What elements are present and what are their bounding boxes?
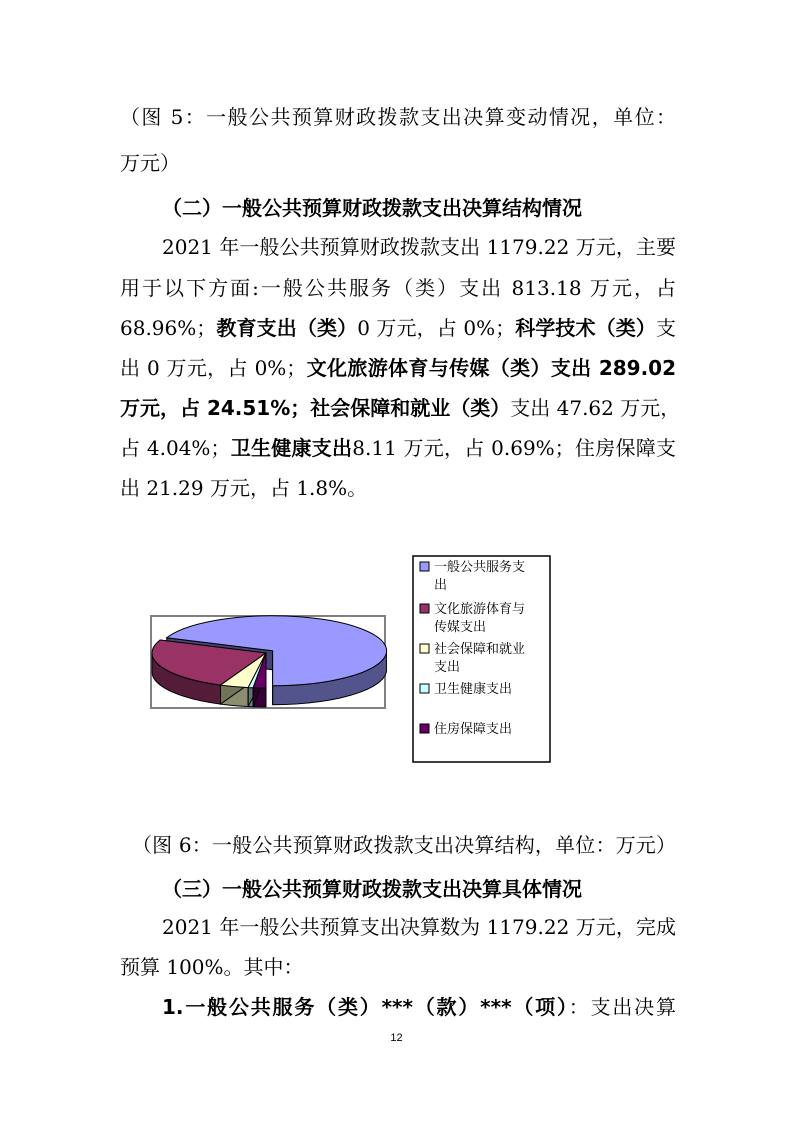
section-3-paragraph-line-3 (162, 994, 676, 1020)
text-run: 占 4.04%； (120, 436, 231, 460)
section-2-paragraph-line-2: 用于以下方面:一般公共服务（类）支出 813.18 万元，占 (120, 276, 676, 300)
legend-label: 出 (434, 578, 448, 593)
bold-run: 教育支出（类） (216, 316, 358, 340)
bold-run: 支出 289.02 (550, 356, 677, 380)
text-run: 支出 47.62 万元， (510, 396, 681, 420)
legend-label: 文化旅游体育与 (434, 602, 526, 617)
legend-label: 卫生健康支出 (434, 682, 513, 697)
text-run: 出 0 万元，占 0%； (120, 356, 307, 380)
text-run: 0 万元，占 0%； (357, 316, 516, 340)
bold-run: 文化旅游体育与传媒（类） (306, 356, 551, 380)
text-run: 支 (656, 316, 677, 340)
legend-label: 住房保障支出 (434, 722, 513, 737)
legend-label: 支出 (434, 660, 461, 675)
figure-5-caption-line-2: 万元） (120, 151, 180, 175)
text-run: 8.11 万元，占 0.69%；住房保障支 (352, 436, 676, 460)
legend-swatch (420, 562, 429, 571)
legend-label: 传媒支出 (434, 620, 487, 635)
section-3-paragraph-line-2: 预算 100%。其中： (120, 955, 304, 979)
legend-swatch (420, 724, 429, 733)
section-3-heading: （三）一般公共预算财政拨款支出决算具体情况 (162, 877, 582, 901)
text-run: 68.96%； (120, 316, 217, 340)
bold-run: 1.一般公共服务（类）***（款）***（项） (162, 995, 569, 1019)
legend-swatch (420, 604, 429, 613)
figure-6-caption: （图 6：一般公共预算财政拨款支出决算结构，单位：万元） (132, 833, 676, 857)
legend-label: 一般公共服务支 (434, 560, 526, 575)
bold-run: 科学技术（类） (515, 316, 657, 340)
section-2-heading: （二）一般公共预算财政拨款支出决算结构情况 (162, 196, 582, 220)
figure-5-caption-line-1: （图 5：一般公共预算财政拨款支出决算变动情况，单位： (120, 105, 676, 129)
page-number: 12 (390, 1032, 403, 1044)
section-2-paragraph-line-7: 出 21.29 万元，占 1.8%。 (120, 476, 368, 500)
section-3-paragraph-line-1: 2021 年一般公共预算支出决算数为 1179.22 万元，完成 (162, 915, 676, 939)
legend-swatch (420, 644, 429, 653)
bold-run: 万元，占 24.51%； (120, 396, 311, 420)
bold-run: 卫生健康支出 (230, 436, 353, 460)
section-2-paragraph-line-1: 2021 年一般公共预算财政拨款支出 1179.22 万元，主要 (162, 235, 676, 259)
bold-run: 社会保障和就业（类） (310, 396, 511, 420)
legend-label: 社会保障和就业 (434, 642, 526, 657)
text-run: ：支出决算 (568, 995, 676, 1019)
legend-swatch (420, 684, 429, 693)
